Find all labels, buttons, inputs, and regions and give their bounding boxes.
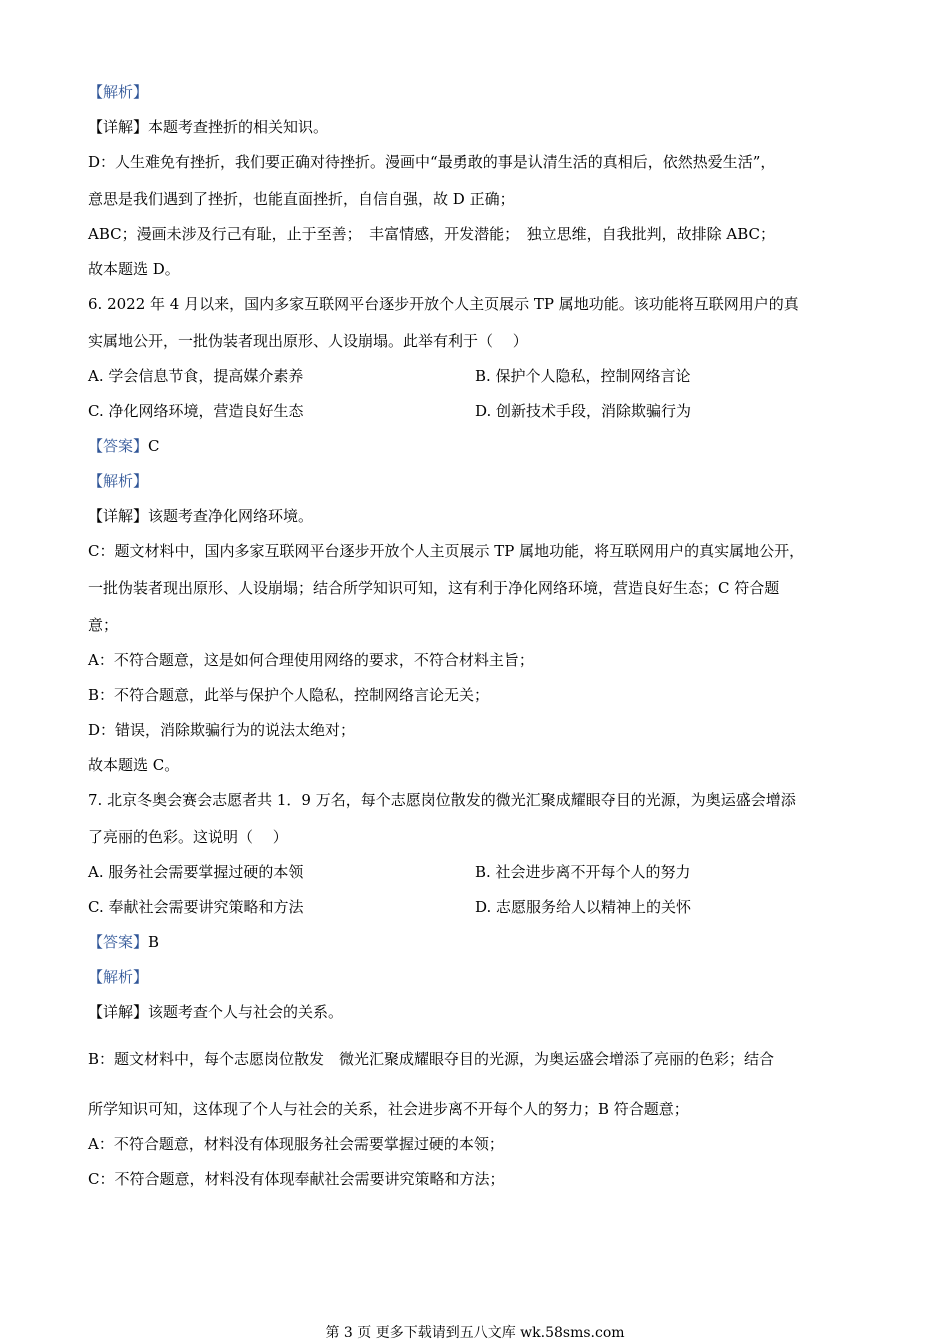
- explanation-line: C：不符合题意，材料没有体现奉献社会需要讲究策略和方法；: [88, 1170, 505, 1188]
- explanation-line: C：题文材料中，国内多家互联网平台逐步开放个人主页展示 TP 属地功能，将互联网用户的真实属地公开，: [88, 542, 805, 560]
- explanation-line: D：人生难免有挫折，我们要正确对待挫折。漫画中“最勇敢的事是认清生活的真相后，依然热爱生活”，: [88, 153, 776, 171]
- answer-value: B: [148, 933, 160, 951]
- conclusion-line: 故本题选 D。: [88, 260, 180, 278]
- detail-label: 【详解】: [88, 507, 149, 525]
- answer-label: 【答案】: [88, 437, 149, 455]
- explanation-line: B：题文材料中，每个志愿岗位散发 微光汇聚成耀眼夺目的光源，为奥运盛会增添了亮丽的色彩；结合: [88, 1050, 775, 1068]
- analysis-label: 【解析】: [88, 83, 149, 101]
- option-b: B. 保护个人隐私，控制网络言论: [475, 367, 691, 385]
- question-stem: 实属地公开，一批伪装者现出原形、人设崩塌。此举有利于（ ）: [88, 332, 528, 350]
- option-d: D. 志愿服务给人以精神上的关怀: [475, 898, 692, 916]
- explanation-line: B：不符合题意，此举与保护个人隐私，控制网络言论无关；: [88, 686, 490, 704]
- explanation-line: ABC；漫画未涉及行己有耻，止于至善； 丰富情感，开发潜能； 独立思维，自我批判，故排除 ABC；: [88, 225, 775, 243]
- explanation-line: 一批伪装者现出原形、人设崩塌；结合所学知识可知，这有利于净化网络环境，营造良好生态；C 符合题: [88, 579, 780, 597]
- answer-line: [88, 436, 160, 456]
- answer-label: 【答案】: [88, 933, 149, 951]
- conclusion-line: 故本题选 C。: [88, 756, 180, 774]
- option-d: D. 创新技术手段，消除欺骗行为: [475, 402, 692, 420]
- option-b: B. 社会进步离不开每个人的努力: [475, 863, 691, 881]
- page-footer: 第 3 页 更多下载请到五八文库 wk.58sms.com: [325, 1325, 625, 1341]
- detail-text: 该题考查净化网络环境。: [148, 507, 314, 525]
- question-stem: 7. 北京冬奥会赛会志愿者共 1．9 万名，每个志愿岗位散发的微光汇聚成耀眼夺目的光源，为奥运盛会增添: [88, 791, 796, 809]
- option-a: A. 学会信息节食，提高媒介素养: [88, 367, 304, 385]
- answer-value: C: [148, 437, 160, 455]
- detail-label: 【详解】: [88, 118, 149, 136]
- detail-line: [88, 117, 328, 137]
- question-stem: 了亮丽的色彩。这说明（ ）: [88, 828, 288, 846]
- explanation-line: 意；: [88, 616, 119, 634]
- analysis-label: 【解析】: [88, 968, 149, 986]
- explanation-line: D：错误，消除欺骗行为的说法太绝对；: [88, 721, 356, 739]
- detail-line: [88, 1002, 343, 1022]
- explanation-line: 意思是我们遇到了挫折，也能直面挫折，自信自强，故 D 正确；: [88, 190, 515, 208]
- option-c: C. 净化网络环境，营造良好生态: [88, 402, 304, 420]
- detail-line: [88, 506, 313, 526]
- detail-text: 本题考查挫折的相关知识。: [148, 118, 329, 136]
- option-a: A. 服务社会需要掌握过硬的本领: [88, 863, 304, 881]
- explanation-line: A：不符合题意，材料没有体现服务社会需要掌握过硬的本领；: [88, 1135, 504, 1153]
- question-stem: 6. 2022 年 4 月以来，国内多家互联网平台逐步开放个人主页展示 TP 属地功能。该功能将互联网用户的真: [88, 295, 799, 313]
- option-c: C. 奉献社会需要讲究策略和方法: [88, 898, 304, 916]
- detail-text: 该题考查个人与社会的关系。: [148, 1003, 344, 1021]
- detail-label: 【详解】: [88, 1003, 149, 1021]
- answer-line: [88, 932, 159, 952]
- analysis-label: 【解析】: [88, 472, 149, 490]
- explanation-line: A：不符合题意，这是如何合理使用网络的要求，不符合材料主旨；: [88, 651, 534, 669]
- explanation-line: 所学知识可知，这体现了个人与社会的关系，社会进步离不开每个人的努力；B 符合题意；: [88, 1100, 689, 1118]
